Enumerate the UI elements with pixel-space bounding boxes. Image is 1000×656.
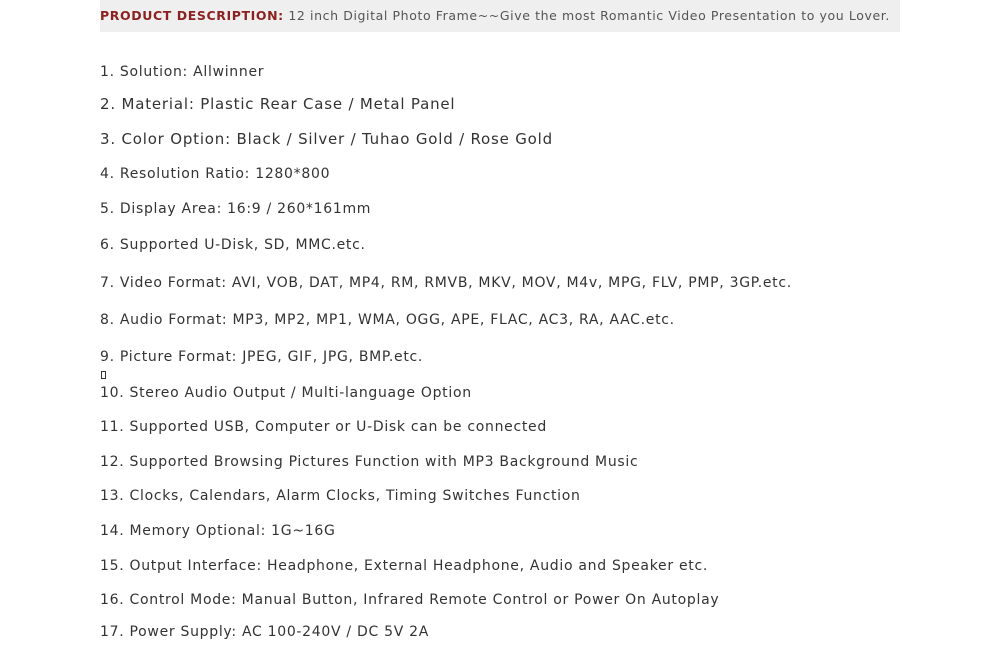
spec-item-2: 2. Material: Plastic Rear Case / Metal Panel [100, 95, 456, 113]
spec-item-12: 12. Supported Browsing Pictures Function with MP3 Background Music [100, 454, 639, 470]
spec-item-8: 8. Audio Format: MP3, MP2, MP1, WMA, OGG, APE, FLAC, AC3, RA, AAC.etc. [100, 312, 675, 328]
spec-item-13: 13. Clocks, Calendars, Alarm Clocks, Timing Switches Function [100, 488, 581, 504]
product-description-label: PRODUCT DESCRIPTION: [100, 8, 284, 23]
spec-item-5: 5. Display Area: 16:9 / 260*161mm [100, 201, 372, 217]
spec-item-14: 14. Memory Optional: 1G~16G [100, 523, 336, 539]
missing-character-glyph [101, 371, 106, 379]
spec-item-11: 11. Supported USB, Computer or U-Disk can be connected [100, 419, 547, 435]
spec-item-15: 15. Output Interface: Headphone, External Headphone, Audio and Speaker etc. [100, 558, 708, 574]
spec-item-17: 17. Power Supply: AC 100-240V / DC 5V 2A [100, 624, 430, 640]
product-description-header [100, 0, 900, 32]
spec-item-3: 3. Color Option: Black / Silver / Tuhao Gold / Rose Gold [100, 130, 553, 148]
spec-item-10: 10. Stereo Audio Output / Multi-language Option [100, 385, 472, 401]
spec-item-7: 7. Video Format: AVI, VOB, DAT, MP4, RM, RMVB, MKV, MOV, M4v, MPG, FLV, PMP, 3GP.etc. [100, 275, 792, 291]
spec-item-6: 6. Supported U-Disk, SD, MMC.etc. [100, 237, 366, 253]
spec-item-9: 9. Picture Format: JPEG, GIF, JPG, BMP.etc. [100, 349, 424, 365]
product-description-text: 12 inch Digital Photo Frame~~Give the most Romantic Video Presentation to you Lover. [288, 8, 890, 23]
spec-item-4: 4. Resolution Ratio: 1280*800 [100, 166, 331, 182]
spec-item-16: 16. Control Mode: Manual Button, Infrared Remote Control or Power On Autoplay [100, 592, 720, 608]
spec-item-1: 1. Solution: Allwinner [100, 64, 265, 80]
